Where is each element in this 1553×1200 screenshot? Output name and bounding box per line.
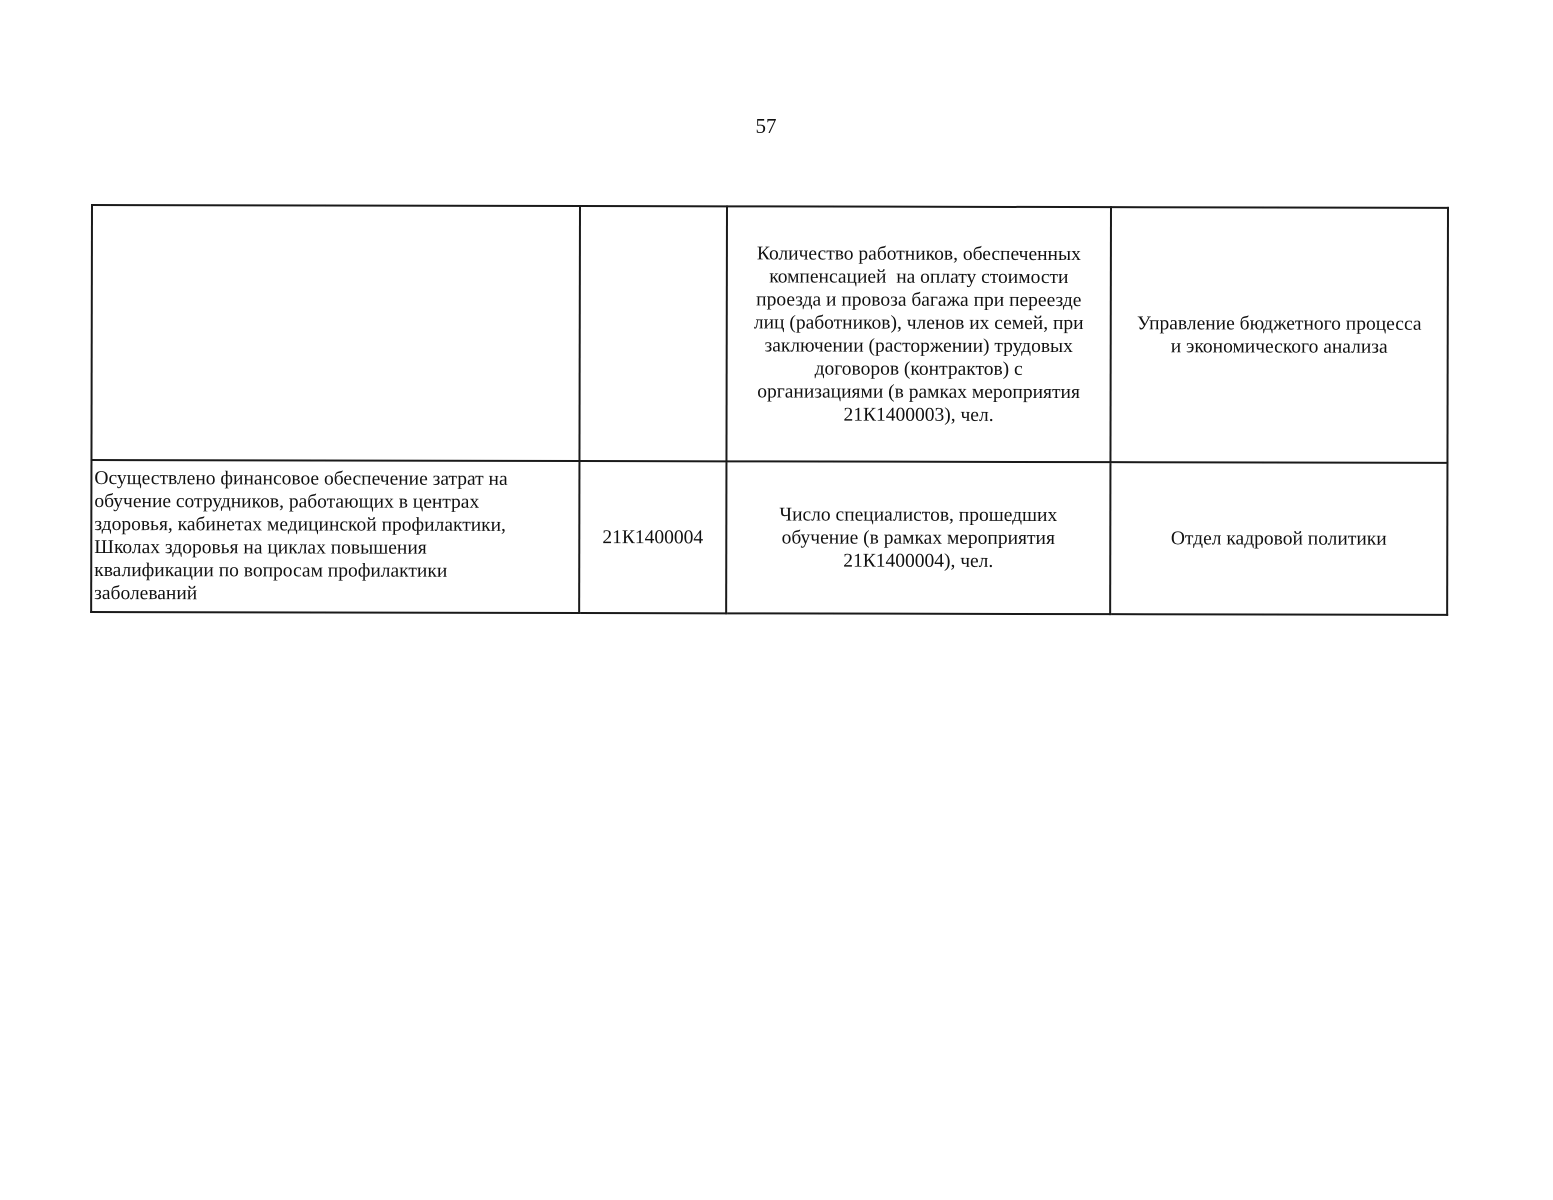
text-line: и экономического анализа [1170,335,1388,358]
text-line: заключении (расторжении) трудовых [764,334,1073,357]
text-line: 21К1400003), чел. [843,404,994,426]
text-line: здоровья, кабинетах медицинской профилактики, [94,514,506,536]
responsible-cell [1110,207,1448,463]
text-line: лиц (работников), членов их семей, при [753,311,1084,334]
responsible-cell [1110,462,1447,615]
text-line: Осуществлено финансовое обеспечение затрат на [94,468,508,490]
table-row [91,205,1448,463]
text-line: обучение сотрудников, работающих в центрах [94,491,480,513]
table-row [91,460,1447,615]
text-line: компенсацией на оплату стоимости [769,265,1069,288]
task-cell [91,460,579,613]
page-number: 57 [755,114,777,138]
text-line: заболеваний [94,583,198,605]
code-cell: 21К1400004 [579,461,726,613]
text-line: договоров (контрактов) с [814,358,1023,380]
code-cell [579,206,727,461]
text-line: Школах здоровья на циклах повышения [94,537,427,559]
text-line: квалификации по вопросам профилактики [94,560,448,582]
text-line: Отдел кадровой политики [1170,527,1387,550]
task-cell [91,205,580,461]
text-line: Число специалистов, прошедших [779,503,1058,526]
indicator-cell [726,461,1110,614]
text-line: Управление бюджетного процесса [1136,312,1422,335]
text-line: 21К1400004), чел. [843,550,994,572]
text-line: проезда и провоза багажа при переезде [756,288,1082,311]
measures-table [90,204,1449,616]
text-line: Количество работников, обеспеченных [756,242,1081,265]
text-line: организациями (в рамках мероприятия [757,380,1080,403]
indicator-cell [726,206,1111,462]
text-line: обучение (в рамках мероприятия [781,526,1055,549]
